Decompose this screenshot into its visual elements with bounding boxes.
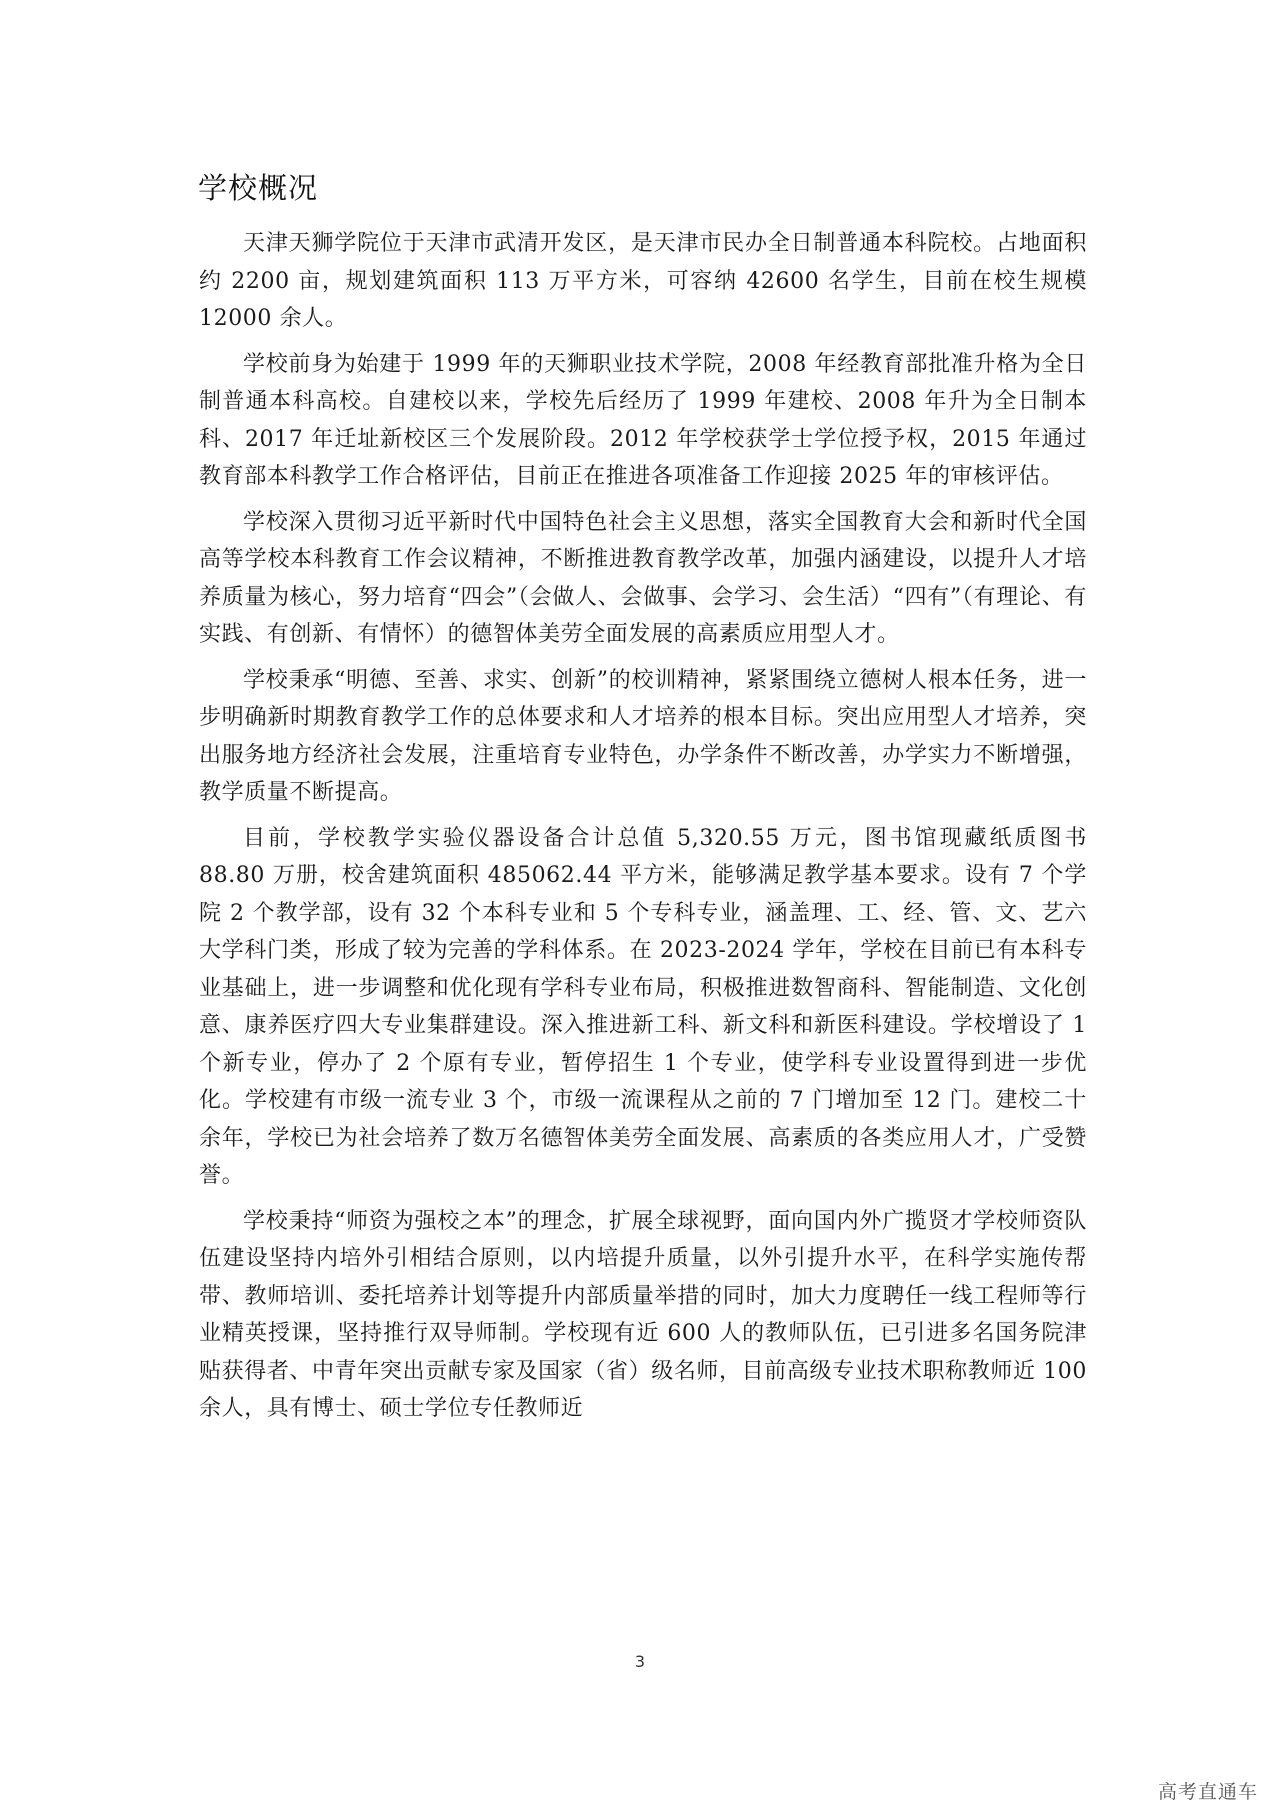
page-title: 学校概况: [198, 171, 319, 205]
paragraph-overview: 天津天狮学院位于天津市武清开发区，是天津市民办全日制普通本科院校。占地面积约 2200 亩，规划建筑面积 113 万平方米，可容纳 42600 名学生，目前在校生规模 12000 余人。: [199, 231, 1087, 331]
page-number: 3: [634, 1652, 646, 1671]
watermark: 高考直通车: [1157, 1781, 1258, 1803]
paragraph-facilities: 目前，学校教学实验仪器设备合计总值 5,320.55 万元，图书馆现藏纸质图书 88.80 万册，校舍建筑面积 485062.44 平方米，能够满足教学基本要求。设有 7 个学院 2 个教学部，设有 32 个本科专业和 5 个专科专业，涵盖理、工、经、管、文、艺六大学科门类，形成了较为完善的学科体系。在 2023-2024 学年，学校在目前已有本科专业基础上，进一步调整和优化现有学科专业布局，积极推进数智商科、智能制造、文化创意、康养医疗四大专业集群建设。深入推进新工科、新文科和新医科建设。学校增设了 1 个新专业，停办了 2 个原有专业，暂停招生 1 个专业，使学科专业设置得到进一步优化。学校建有市级一流专业 3 个，市级一流课程从之前的 7 门增加至 12 门。建校二十余年，学校已为社会培养了数万名德智体美劳全面发展、高素质的各类应用人才，广受赞誉。: [199, 825, 1087, 1188]
paragraph-history: 学校前身为始建于 1999 年的天狮职业技术学院，2008 年经教育部批准升格为全日制普通本科高校。自建校以来，学校先后经历了 1999 年建校、2008 年升为全日制本科、2017 年迁址新校区三个发展阶段。2012 年学校获学士学位授予权，2015 年通过教育部本科教学工作合格评估，目前正在推进各项准备工作迎接 2025 年的审核评估。: [199, 351, 1087, 489]
paragraph-philosophy: 学校深入贯彻习近平新时代中国特色社会主义思想，落实全国教育大会和新时代全国高等学校本科教育工作会议精神，不断推进教育教学改革，加强内涵建设，以提升人才培养质量为核心，努力培育“四会”（会做人、会做事、会学习、会生活）“四有”（有理论、有实践、有创新、有情怀）的德智体美劳全面发展的高素质应用型人才。: [199, 509, 1087, 647]
body-text: [199, 225, 1087, 1436]
paragraph-faculty: 学校秉持“师资为强校之本”的理念，扩展全球视野，面向国内外广揽贤才学校师资队伍建设坚持内培外引相结合原则，以内培提升质量，以外引提升水平，在科学实施传帮带、教师培训、委托培养计划等提升内部质量举措的同时，加大力度聘任一线工程师等行业精英授课，坚持推行双导师制。学校现有近 600 人的教师队伍，已引进多名国务院津贴获得者、中青年突出贡献专家及国家（省）级名师，目前高级专业技术职称教师近 100 余人，具有博士、硕士学位专任教师近: [199, 1208, 1087, 1421]
paragraph-motto: 学校秉承“明德、至善、求实、创新”的校训精神，紧紧围绕立德树人根本任务，进一步明确新时期教育教学工作的总体要求和人才培养的根本目标。突出应用型人才培养，突出服务地方经济社会发展，注重培育专业特色，办学条件不断改善，办学实力不断增强，教学质量不断提高。: [199, 667, 1087, 805]
